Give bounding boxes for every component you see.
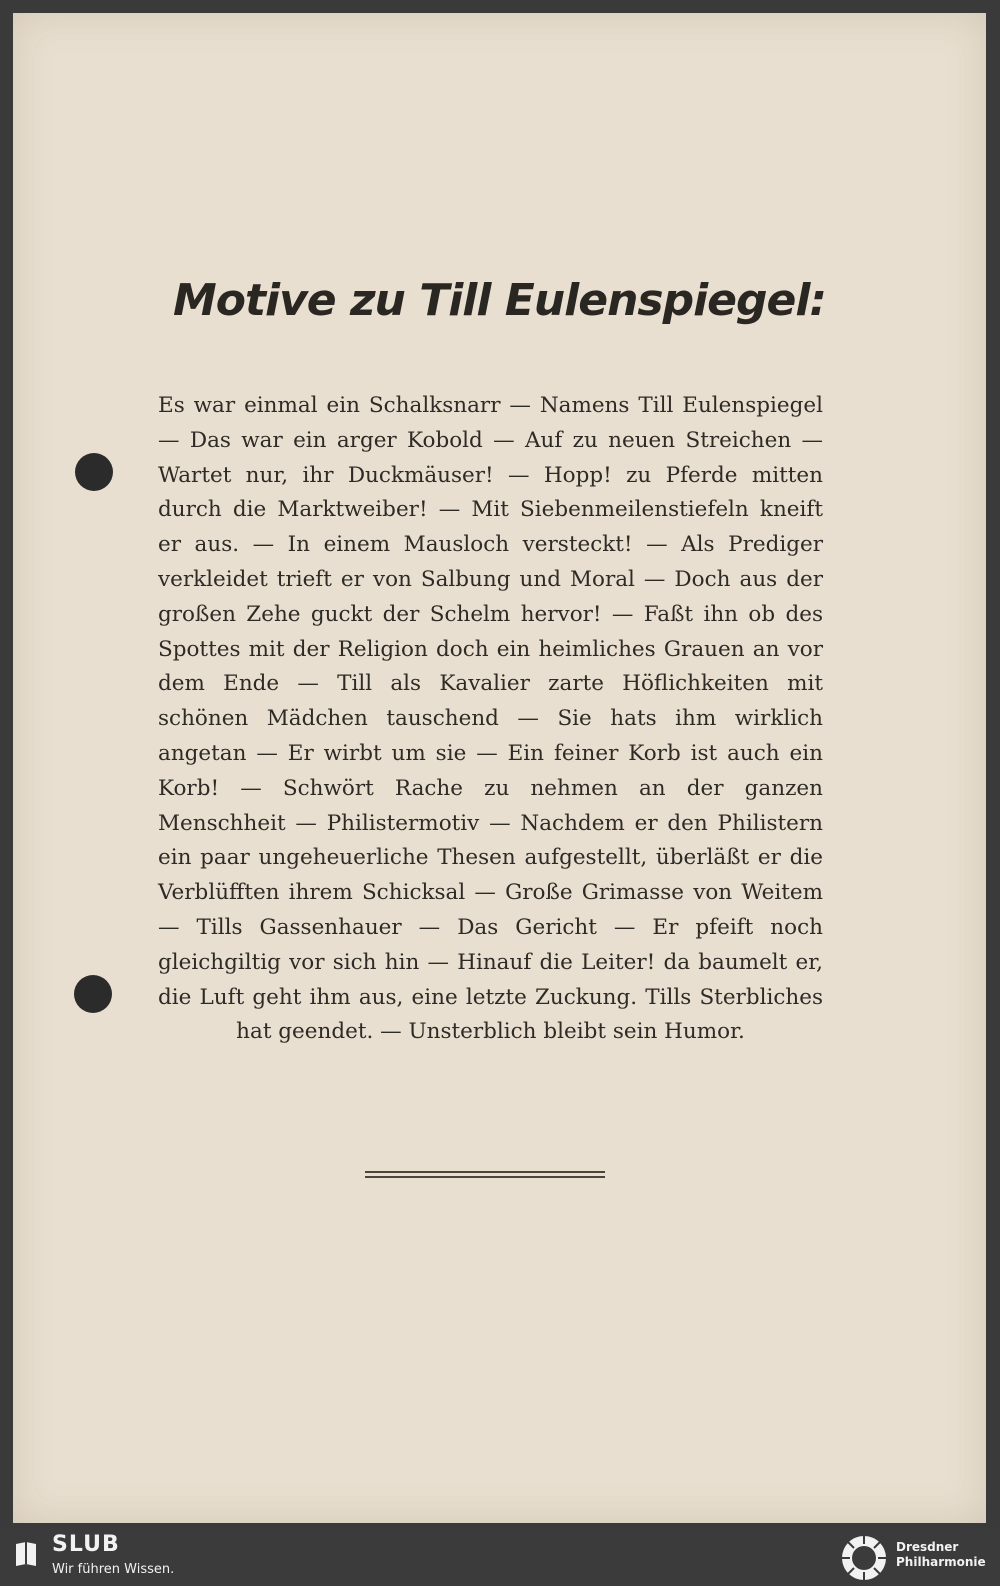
- slub-name: SLUB: [52, 1532, 120, 1557]
- footer-bar: [0, 1528, 1000, 1586]
- punch-hole-top: [75, 453, 113, 491]
- punch-hole-bottom: [74, 975, 112, 1013]
- double-rule-divider: [365, 1171, 605, 1180]
- page-title: Motive zu Till Eulenspiegel:: [172, 275, 827, 326]
- philharmonie-name: Dresdner Philharmonie: [896, 1540, 986, 1569]
- slub-book-icon: [14, 1540, 38, 1568]
- body-paragraph: Es war einmal ein Schalksnarr — Namens Till Eulenspiegel — Das war ein arger Kobold — Auf zu neuen Streichen — Wartet nur, ihr Duckmäuser! — Hopp! zu Pferde mitten durch die Marktweiber! — Mit Siebenmeilenstiefeln kneift er aus. — In einem Mausloch versteckt! — Als Prediger verkleidet trieft er von Salbung und Moral — Doch aus der großen Zehe guckt der Schelm hervor! — Faßt ihn ob des Spottes mit der Religion doch ein heimliches Grauen an vor dem Ende — Till als Kavalier zarte Höflichkeiten mit schönen Mädchen tauschend — Sie hats ihm wirklich angetan — Er wirbt um sie — Ein feiner Korb ist auch ein Korb! — Schwört Rache zu nehmen an der ganzen Menschheit — Philistermotiv — Nachdem er den Philistern ein paar ungeheuerliche Thesen aufgestellt, überläßt er die Verblüfften ihrem Schicksal — Große Grimasse von Weitem — Tills Gassenhauer — Das Gericht — Er pfeift noch gleichgiltig vor sich hin — Hinauf die Leiter! da baumelt er, die Luft geht ihm aus, eine letzte Zuckung. Tills Sterbliches hat geendet. — Unsterblich bleibt sein Humor.: [158, 393, 823, 1045]
- document-page: [13, 13, 986, 1523]
- slub-tagline: Wir führen Wissen.: [52, 1562, 175, 1577]
- philharmonie-sunburst-icon: [840, 1534, 888, 1582]
